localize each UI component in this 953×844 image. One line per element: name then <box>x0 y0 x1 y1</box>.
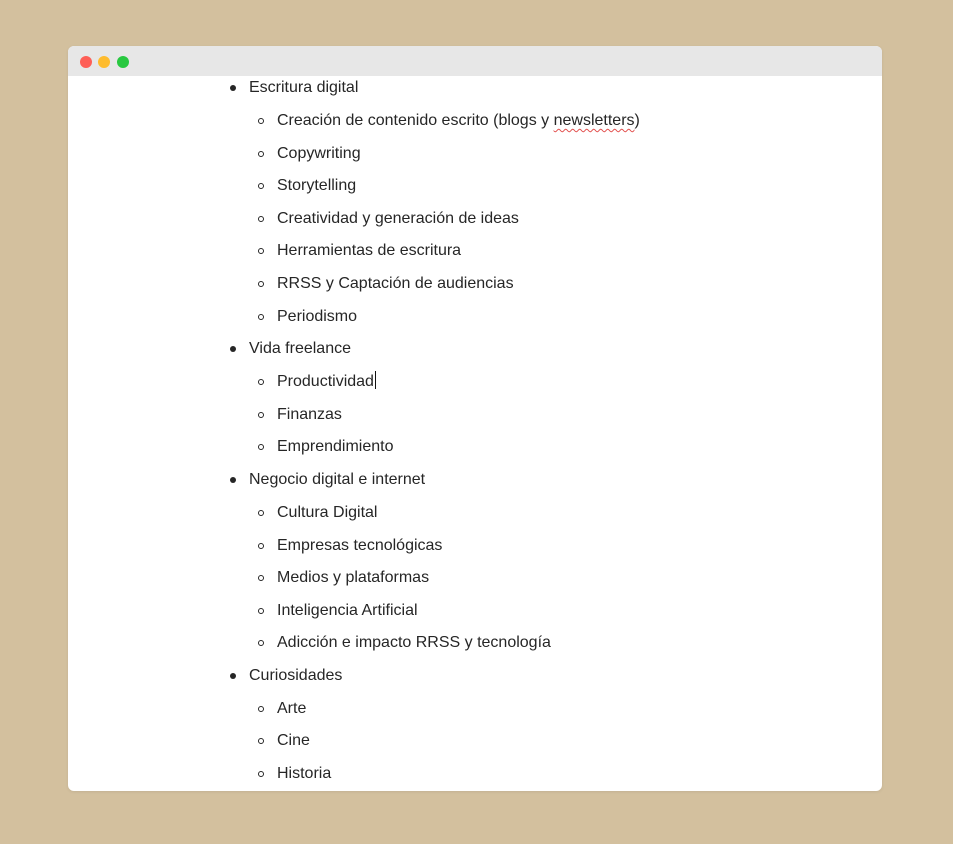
minimize-window-button[interactable] <box>98 56 110 68</box>
disc-bullet-icon <box>230 477 236 483</box>
item-label: Copywriting <box>277 145 361 162</box>
list-item[interactable] <box>277 306 357 328</box>
disc-bullet-icon <box>230 85 236 91</box>
section-title: Escritura digital <box>249 79 359 96</box>
circle-bullet-icon <box>258 575 264 581</box>
title-bar <box>68 46 882 76</box>
circle-bullet-icon <box>258 379 264 385</box>
circle-bullet-icon <box>258 738 264 744</box>
list-item[interactable] <box>277 110 640 132</box>
section-title: Vida freelance <box>249 340 351 357</box>
item-label-suffix: ) <box>634 112 640 129</box>
item-label: Cultura Digital <box>277 504 378 521</box>
circle-bullet-icon <box>258 412 264 418</box>
list-item[interactable] <box>277 371 376 393</box>
list-item[interactable] <box>277 730 310 752</box>
circle-bullet-icon <box>258 183 264 189</box>
circle-bullet-icon <box>258 216 264 222</box>
circle-bullet-icon <box>258 640 264 646</box>
list-item[interactable] <box>277 436 394 458</box>
list-item[interactable] <box>249 469 425 491</box>
item-label: Cine <box>277 732 310 749</box>
editor-window <box>68 46 882 791</box>
item-label: Adicción e impacto RRSS y tecnología <box>277 634 551 651</box>
item-label: Historia <box>277 765 332 782</box>
item-label: Empresas tecnológicas <box>277 537 443 554</box>
item-label: Emprendimiento <box>277 438 394 455</box>
list-item[interactable] <box>277 502 377 524</box>
disc-bullet-icon <box>230 673 236 679</box>
list-item[interactable] <box>277 698 306 720</box>
item-label: Finanzas <box>277 406 342 423</box>
close-window-button[interactable] <box>80 56 92 68</box>
document-body[interactable] <box>68 76 882 791</box>
list-item[interactable] <box>277 632 551 654</box>
section-title: Curiosidades <box>249 667 343 684</box>
zoom-window-button[interactable] <box>117 56 129 68</box>
item-label: Periodismo <box>277 308 358 325</box>
list-item[interactable] <box>277 273 514 295</box>
circle-bullet-icon <box>258 706 264 712</box>
item-label: RRSS y Captación de audiencias <box>277 275 514 292</box>
item-label: Medios y plataformas <box>277 569 430 586</box>
item-label: Productividad <box>277 373 374 390</box>
list-item[interactable] <box>249 77 358 99</box>
circle-bullet-icon <box>258 248 264 254</box>
disc-bullet-icon <box>230 346 236 352</box>
item-label: Storytelling <box>277 177 357 194</box>
list-item[interactable] <box>277 175 356 197</box>
circle-bullet-icon <box>258 118 264 124</box>
circle-bullet-icon <box>258 444 264 450</box>
misspelled-word[interactable]: newsletters <box>553 112 635 129</box>
list-item[interactable] <box>277 567 429 589</box>
circle-bullet-icon <box>258 771 264 777</box>
list-item[interactable] <box>249 665 342 687</box>
circle-bullet-icon <box>258 281 264 287</box>
list-item[interactable] <box>277 404 342 426</box>
list-item[interactable] <box>277 240 461 262</box>
circle-bullet-icon <box>258 314 264 320</box>
list-item[interactable] <box>277 208 519 230</box>
section-title: Negocio digital e internet <box>249 471 426 488</box>
list-item[interactable] <box>277 143 361 165</box>
circle-bullet-icon <box>258 510 264 516</box>
list-item[interactable] <box>249 338 351 360</box>
list-item[interactable] <box>277 600 418 622</box>
item-label: Arte <box>277 700 307 717</box>
item-label: Inteligencia Artificial <box>277 602 418 619</box>
item-label: Creatividad y generación de ideas <box>277 210 519 227</box>
list-item[interactable] <box>277 763 331 785</box>
circle-bullet-icon <box>258 543 264 549</box>
item-label: Creación de contenido escrito (blogs y <box>277 112 554 129</box>
text-caret <box>375 371 376 389</box>
circle-bullet-icon <box>258 608 264 614</box>
circle-bullet-icon <box>258 151 264 157</box>
list-item[interactable] <box>277 535 442 557</box>
item-label: Herramientas de escritura <box>277 242 462 259</box>
